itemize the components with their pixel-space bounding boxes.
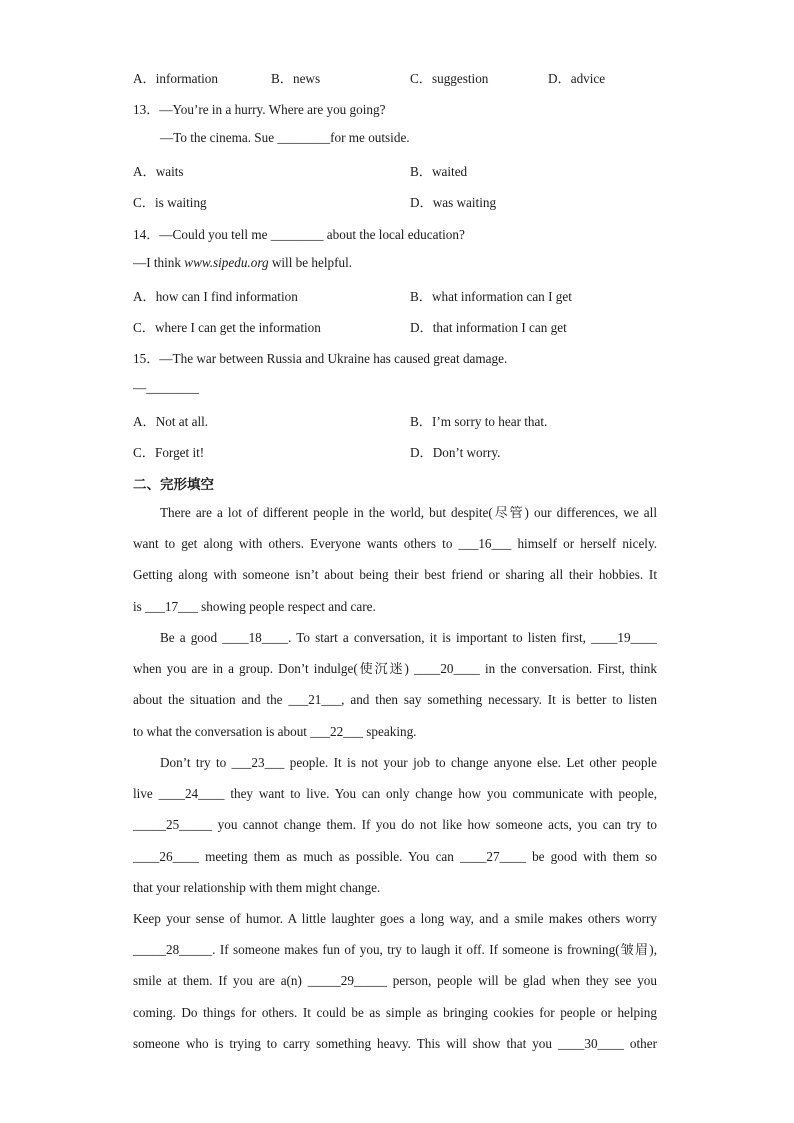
q12-option-b: B．news [271,71,321,86]
passage-line: _____28_____. If someone makes fun of you, try to laugh it off. If someone is frowning(皱眉), [133,942,657,958]
passage-line: to what the conversation is about ___22___ speaking. [133,723,417,739]
passage-line: coming. Do things for others. It could be as simple as bringing cookies for people or helping [133,1004,657,1020]
q15-option-b: B．I’m sorry to hear that. [410,414,548,429]
passage-line: ____26____ meeting them as much as possible. You can ____27____ be good with them so [133,848,657,864]
q14-option-c: C．where I can get the information [133,320,321,335]
q14-option-b: B．what information can I get [410,289,572,304]
passage-line: that your relationship with them might change. [133,879,381,895]
passage-paragraph-3 [133,747,657,903]
q14-option-d: D．that information I can get [410,320,567,335]
q14-reply-post: will be helpful. [268,255,353,270]
passage-line: Keep your sense of humor. A little laughter goes a long way, and a smile makes others worry [133,911,657,926]
q15-option-a: A．Not at all. [133,414,209,429]
q13-option-b: B．waited [410,164,468,179]
section-title: 二、完形填空 [133,477,214,493]
q15-option-d: D．Don’t worry. [410,445,501,460]
passage-line: live ____24____ they want to live. You can only change how you communicate with people, [133,786,657,802]
q12-option-c: C．suggestion [410,71,489,86]
passage-line: about the situation and the ___21___, and then say something necessary. It is better to listen [133,692,657,708]
q13-option-d: D．was waiting [410,195,497,210]
passage-paragraph-2 [133,622,657,747]
passage-line: when you are in a group. Don’t indulge(使沉迷) ____20____ in the conversation. First, think [133,661,657,677]
passage-line: There are a lot of different people in the world, but despite(尽管) our differences, we all [160,505,657,520]
q12-option-d: D．advice [548,71,606,86]
q14-reply-pre: —I think [133,255,185,270]
passage-paragraph-1 [133,497,657,622]
q15-reply: —________ [133,380,199,395]
q14-reply-url: www.sipedu.org [184,255,269,270]
passage-line: smile at them. If you are a(n) _____29_____ person, people will be glad when they see you [133,973,657,989]
passage-line: Don’t try to ___23___ people. It is not your job to change anyone else. Let other people [160,755,657,770]
q12-option-a: A．information [133,71,218,86]
q14-reply [133,255,352,271]
passage-line: Getting along with someone isn’t about being their best friend or sharing all their hobbies. It [133,567,657,583]
passage-line: Be a good ____18____. To start a conversation, it is important to listen first, ____19____ [160,630,657,645]
q13-stem: 13．—You’re in a hurry. Where are you going? [133,102,386,117]
passage-line: is ___17___ showing people respect and care. [133,598,376,614]
q15-stem: 15．—The war between Russia and Ukraine has caused great damage. [133,351,508,366]
q14-option-a: A．how can I find information [133,289,298,304]
passage-line: _____25_____ you cannot change them. If you do not like how someone acts, you can try to [133,817,657,833]
q13-option-a: A．waits [133,164,184,179]
q13-option-c: C．is waiting [133,195,207,210]
q14-stem: 14．—Could you tell me ________ about the local education? [133,227,465,242]
passage-paragraph-4 [133,903,657,1059]
q13-reply: —To the cinema. Sue ________for me outside. [160,130,410,145]
q15-option-c: C．Forget it! [133,445,205,460]
passage-line: someone who is trying to carry something heavy. This will show that you ____30____ other [133,1035,657,1051]
passage-line: want to get along with others. Everyone wants others to ___16___ himself or herself nicely. [133,536,657,552]
